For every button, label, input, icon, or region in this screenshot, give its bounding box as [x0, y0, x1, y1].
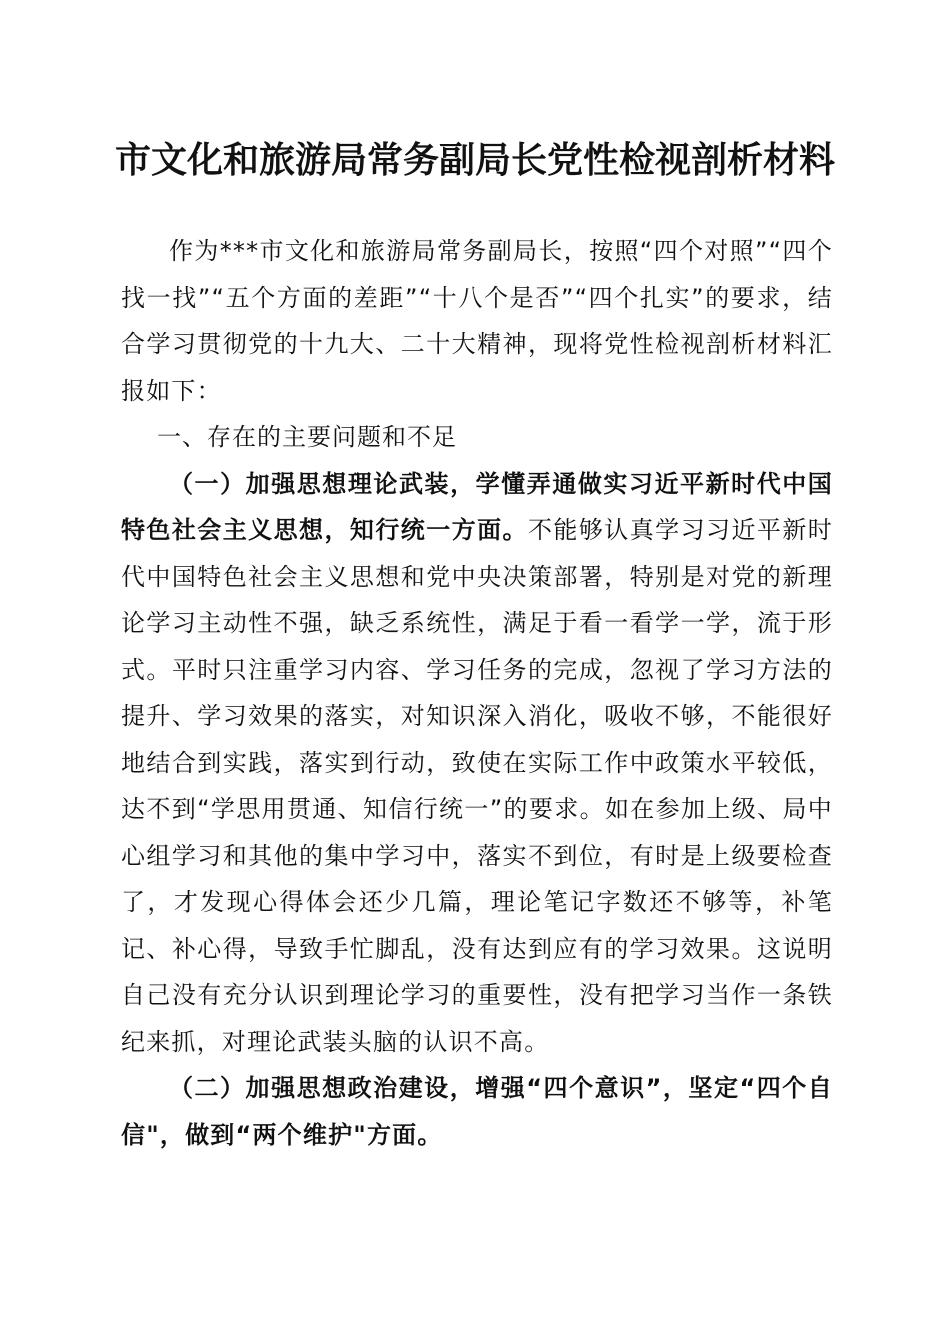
intro-paragraph: 作为***市文化和旅游局常务副局长，按照“四个对照”“四个找一找”“五个方面的差距”“十八个是否”“四个扎实”的要求，结合学习贯彻党的十九大、二十大精神，现将党性检视剖析材料汇报如下：	[121, 237, 833, 405]
document-title: 市文化和旅游局常务副局长党性检视剖析材料	[114, 139, 835, 181]
subsection-heading-1: （一）加强思想理论武装，学懂弄通做实习近平新时代中国特色社会主义思想，知行统一方面。	[121, 469, 833, 544]
subsection-heading-2: （二）加强思想政治建设，增强“四个意识”，坚定“四个自信"，做到“两个维护"方面。	[121, 1074, 833, 1149]
subsection-1-paragraph	[121, 461, 833, 1066]
section-heading-1: 一、存在的主要问题和不足	[157, 423, 457, 451]
document-body	[121, 228, 833, 1158]
subsection-1-body: 不能够认真学习习近平新时代中国特色社会主义思想和党中央决策部署，特别是对党的新理论学习主动性不强，缺乏系统性，满足于看一看学一学，流于形式。平时只注重学习内容、学习任务的完成，忽视了学习方法的提升、学习效果的落实，对知识深入消化，吸收不够，不能很好地结合到实践，落实到行动，致使在实际工作中政策水平较低，达不到“学思用贯通、知信行统一”的要求。如在参加上级、局中心组学习和其他的集中学习中，落实不到位，有时是上级要检查了，才发现心得体会还少几篇，理论笔记字数还不够等，补笔记、补心得，导致手忙脚乱，没有达到应有的学习效果。这说明自己没有充分认识到理论学习的重要性，没有把学习当作一条铁纪来抓，对理论武装头脑的认识不高。	[121, 516, 834, 1056]
